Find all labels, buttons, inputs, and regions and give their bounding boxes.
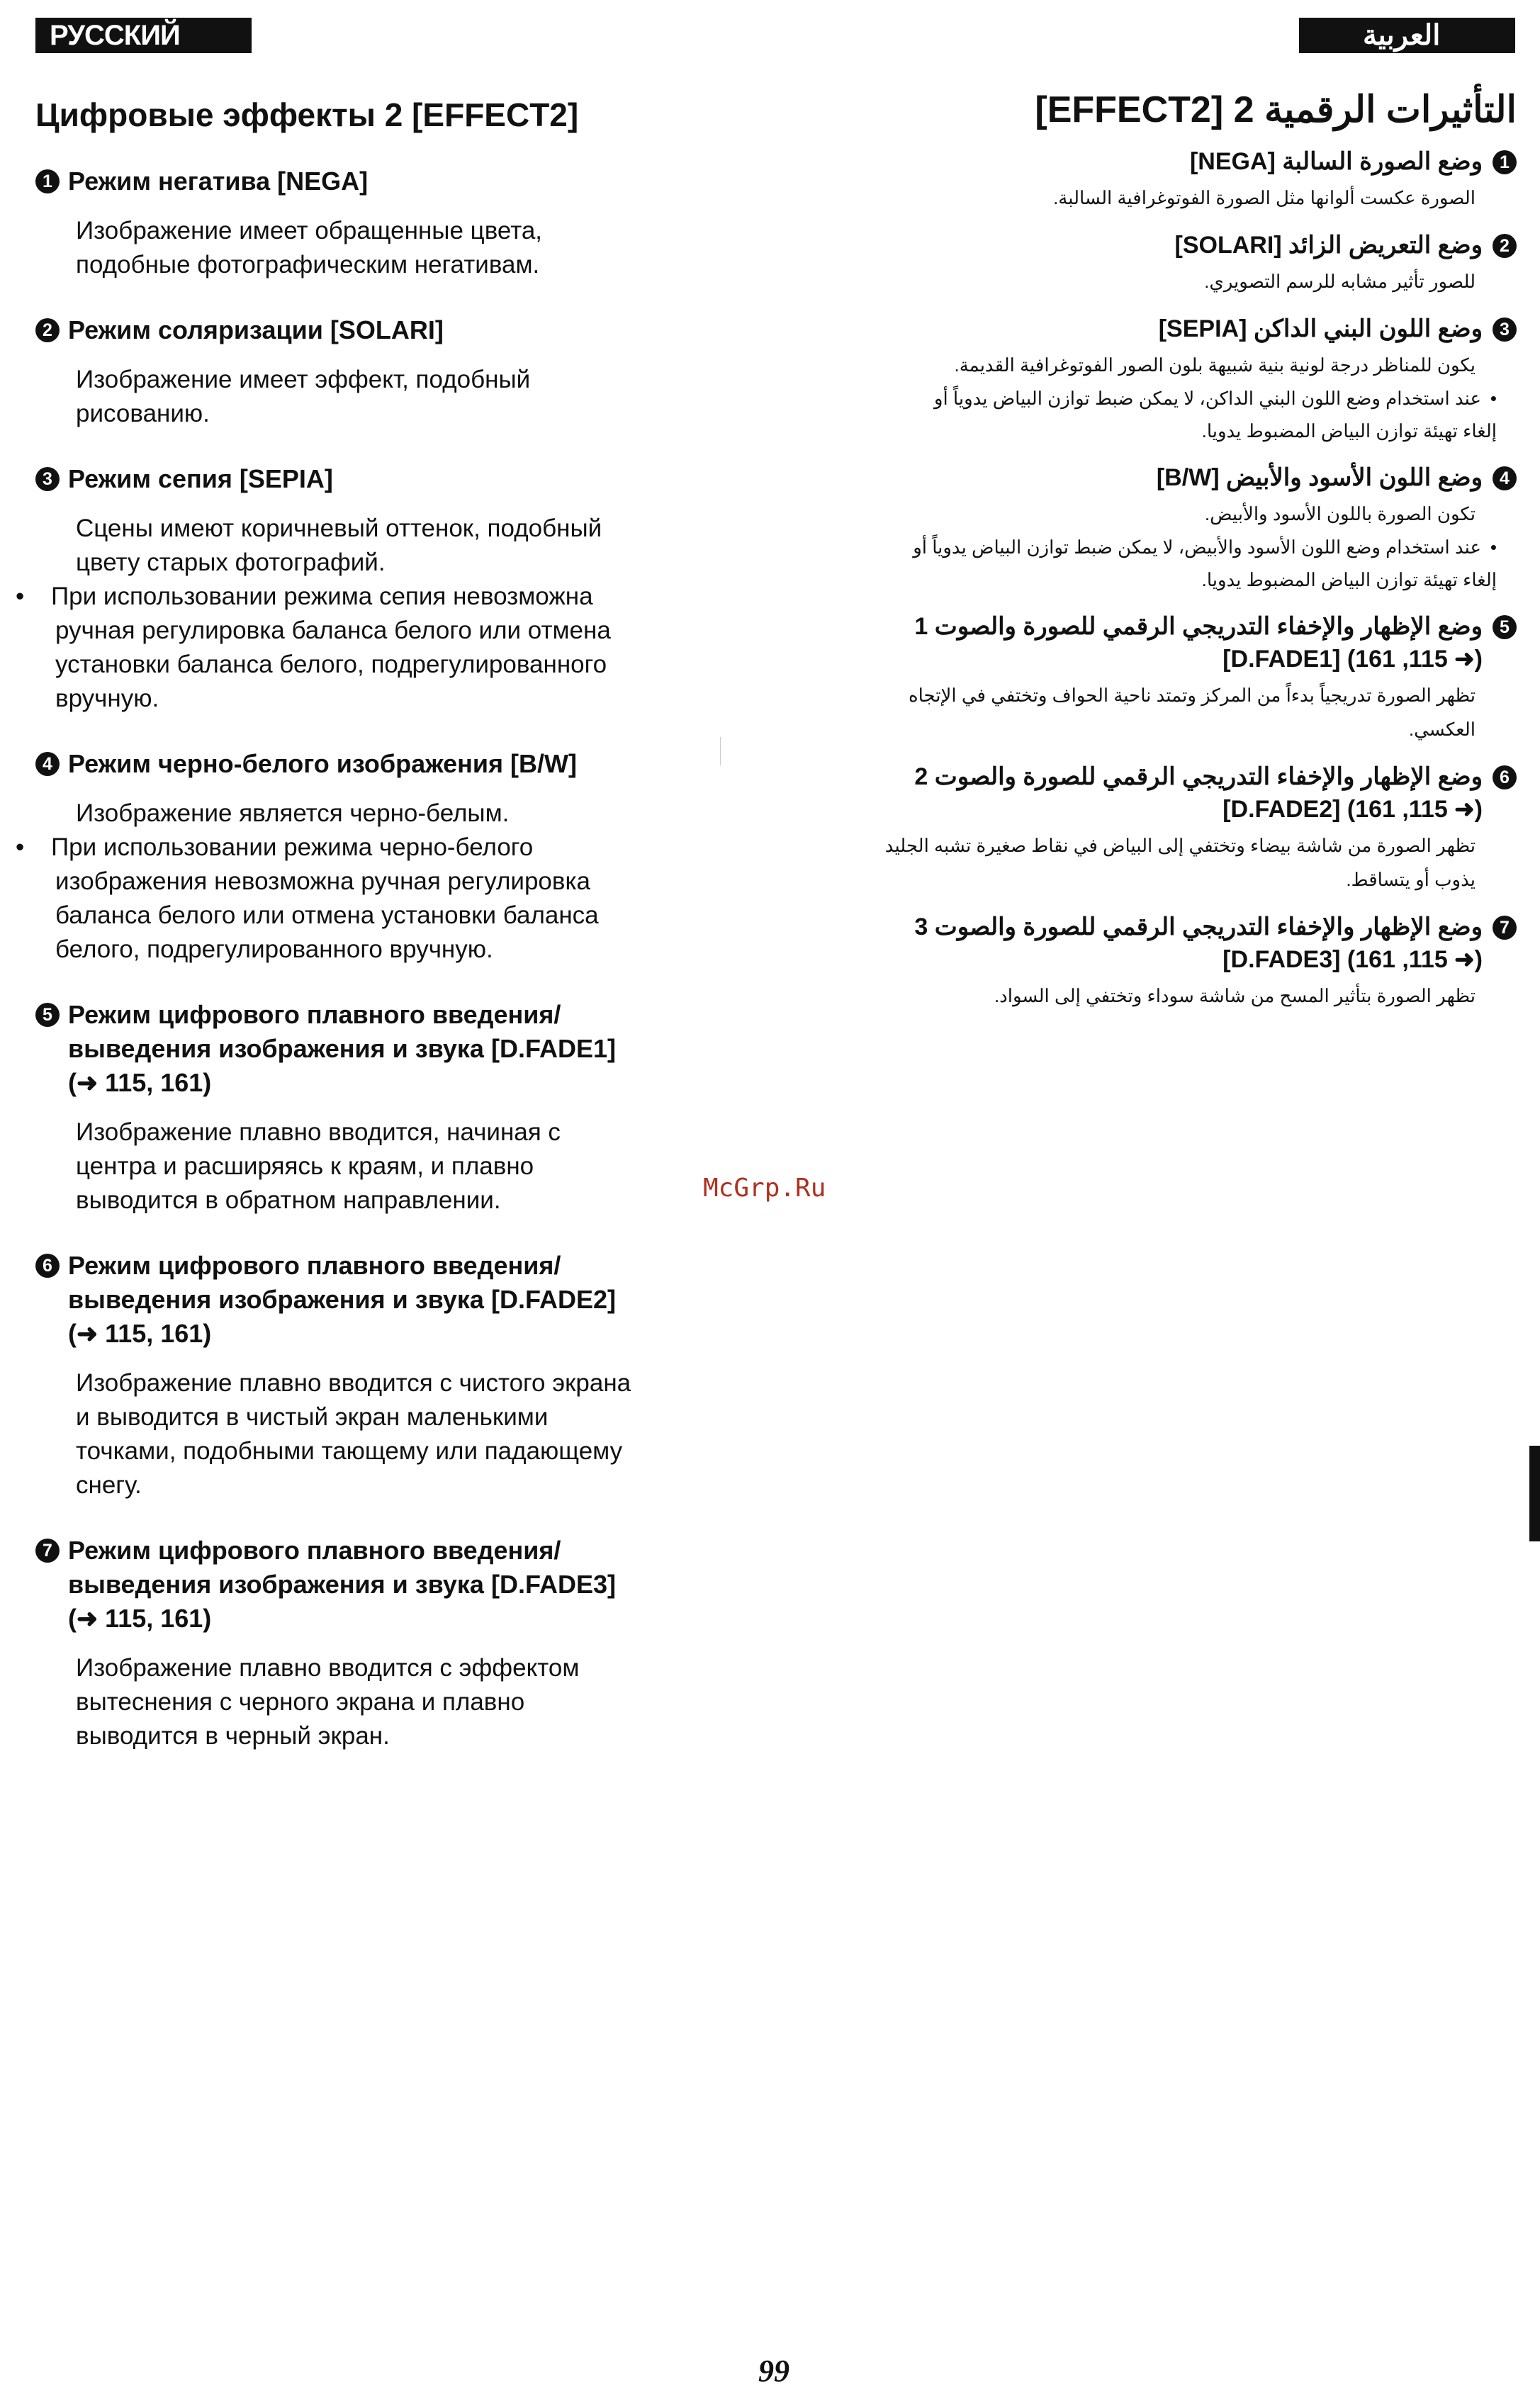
number-badge: 2 xyxy=(1493,234,1517,258)
bullet-dot-icon: • xyxy=(16,833,25,861)
arabic-column xyxy=(836,78,1517,1027)
bullet-dot-icon: • xyxy=(1490,388,1497,409)
number-badge: 5 xyxy=(1493,615,1517,639)
heading-text: Режим черно-белого изображения [B/W] xyxy=(68,749,578,778)
number-badge: 6 xyxy=(35,1254,60,1278)
section-dfade3-ar xyxy=(836,911,1517,1013)
section-heading xyxy=(836,229,1517,262)
number-badge: 6 xyxy=(1493,765,1517,789)
section-solari-ru xyxy=(35,313,716,431)
section-body: تظهر الصورة من شاشة بيضاء وتختفي إلى البياض في نقاط صغيرة تشبه الجليد يذوب أو يتساقط. xyxy=(884,835,1476,890)
heading-text: Режим негатива [NEGA] xyxy=(68,167,369,196)
section-heading xyxy=(35,747,716,781)
note-text: عند استخدام وضع اللون البني الداكن، لا يمكن ضبط توازن البياض يدوياً أو إلغاء تهيئة توازن البياض المضبوط يدويا. xyxy=(933,388,1497,442)
section-body: يكون للمناظر درجة لونية بنية شبيهة بلون الصور الفوتوغرافية القديمة. xyxy=(954,354,1476,376)
section-body: Изображение плавно вводится с чистого экрана и выводится в чистый экран маленькими точками, подобными тающему или падающему снегу. xyxy=(76,1369,631,1499)
bullet-dot-icon: • xyxy=(1490,536,1497,558)
number-badge: 5 xyxy=(35,1003,60,1027)
section-body: تظهر الصورة تدريجياً بدءاً من المركز وتمتد ناحية الحواف وتختفي في الإتجاه العكسي. xyxy=(908,685,1476,740)
page-edge-tab xyxy=(1529,1446,1540,1541)
section-heading xyxy=(35,313,716,347)
section-body: الصورة عكست ألوانها مثل الصورة الفوتوغرافية السالبة. xyxy=(1053,187,1476,208)
number-badge: 7 xyxy=(35,1539,60,1563)
section-heading xyxy=(35,462,716,496)
heading-text: وضع الإظهار والإخفاء التدريجي الرقمي للصورة والصوت 1 (➜ 115, 161) [D.FADE1] xyxy=(914,613,1483,673)
heading-text: وضع اللون البني الداكن [SEPIA] xyxy=(1158,315,1483,342)
number-badge: 3 xyxy=(35,467,60,491)
section-bw-ru xyxy=(16,747,716,967)
section-body: Изображение плавно вводится, начиная с центра и расширяясь к краям, и плавно выводится в обратном направлении. xyxy=(76,1118,561,1214)
heading-text: وضع اللون الأسود والأبيض [B/W] xyxy=(1156,464,1483,491)
section-bw-ar xyxy=(836,461,1517,596)
heading-text: Режим соляризации [SOLARI] xyxy=(68,315,444,344)
language-tab-russian: РУССКИЙ ЯЗЫК xyxy=(35,18,252,53)
russian-column xyxy=(16,78,716,1784)
watermark: McGrp.Ru xyxy=(703,1174,826,1203)
section-heading xyxy=(35,1534,716,1636)
section-heading xyxy=(836,145,1517,178)
section-heading xyxy=(836,313,1517,345)
section-body: للصور تأثير مشابه للرسم التصويري. xyxy=(1204,271,1476,292)
heading-text: وضع التعريض الزائد [SOLARI] xyxy=(1174,232,1483,259)
section-heading xyxy=(35,1249,716,1351)
note-text: عند استخدام وضع اللون الأسود والأبيض، لا يمكن ضبط توازن البياض يدوياً أو إلغاء تهيئة توازن البياض المضبوط يدويا. xyxy=(913,536,1497,590)
section-dfade3-ru xyxy=(35,1534,716,1753)
section-body: Изображение имеет эффект, подобный рисованию. xyxy=(76,366,531,427)
heading-text: Режим цифрового плавного введения/ выведения изображения и звука [D.FADE2] (➜ 115, 161) xyxy=(68,1251,616,1348)
bullet-dot-icon: • xyxy=(16,583,25,610)
section-body: تظهر الصورة بتأثير المسح من شاشة سوداء وتختفي إلى السواد. xyxy=(994,985,1476,1006)
heading-text: وضع الإظهار والإخفاء التدريجي الرقمي للصورة والصوت 2 (➜ 115, 161) [D.FADE2] xyxy=(914,763,1483,823)
section-heading xyxy=(836,760,1517,826)
number-badge: 3 xyxy=(1493,317,1517,342)
note-bullet xyxy=(836,382,1497,447)
section-body: Изображение является черно-белым. xyxy=(76,799,510,827)
number-badge: 1 xyxy=(35,169,60,193)
heading-text: Режим цифрового плавного введения/ выведения изображения и звука [D.FADE1] (➜ 115, 161) xyxy=(68,1000,616,1097)
note-bullet xyxy=(836,531,1497,596)
section-heading xyxy=(35,164,716,198)
section-heading xyxy=(836,610,1517,675)
section-heading xyxy=(35,998,716,1100)
section-sepia-ar xyxy=(836,313,1517,447)
note-bullet xyxy=(16,580,716,716)
section-nega-ar xyxy=(836,145,1517,215)
note-bullet xyxy=(16,831,716,967)
section-sepia-ru xyxy=(16,462,716,716)
section-heading xyxy=(836,461,1517,494)
section-dfade1-ru xyxy=(35,998,716,1218)
section-dfade2-ru xyxy=(35,1249,716,1502)
section-solari-ar xyxy=(836,229,1517,298)
heading-text: وضع الإظهار والإخفاء التدريجي الرقمي للصورة والصوت 3 (➜ 115, 161) [D.FADE3] xyxy=(914,914,1483,973)
section-body: Изображение плавно вводится с эффектом вытеснения с черного экрана и плавно выводится в черный экран. xyxy=(76,1654,580,1750)
section-dfade2-ar xyxy=(836,760,1517,896)
section-heading xyxy=(836,911,1517,976)
language-tab-arabic: العربية xyxy=(1299,18,1515,53)
column-divider xyxy=(720,737,721,765)
page-number: 99 xyxy=(758,2354,789,2388)
section-body: Изображение имеет обращенные цвета, подобные фотографическим негативам. xyxy=(76,217,543,279)
heading-text: Режим сепия [SEPIA] xyxy=(68,464,333,493)
heading-text: Режим цифрового плавного введения/ выведения изображения и звука [D.FADE3] (➜ 115, 161) xyxy=(68,1536,616,1633)
page-title-russian: Цифровые эффекты 2 [EFFECT2] xyxy=(35,96,579,133)
page-title-arabic: التأثيرات الرقمية 2 [EFFECT2] xyxy=(1035,89,1517,130)
section-nega-ru xyxy=(35,164,716,282)
note-text: При использовании режима черно-белого изображения невозможна ручная регулировка баланса белого или отмена установки баланса белого, подрегулированного вручную. xyxy=(51,833,599,963)
number-badge: 4 xyxy=(1493,466,1517,490)
number-badge: 7 xyxy=(1493,916,1517,940)
number-badge: 1 xyxy=(1493,150,1517,174)
heading-text: وضع الصورة السالبة [NEGA] xyxy=(1189,148,1483,175)
number-badge: 4 xyxy=(35,752,60,776)
note-text: При использовании режима сепия невозможна ручная регулировка баланса белого или отмена установки баланса белого, подрегулированного вручную. xyxy=(51,583,611,712)
section-dfade1-ar xyxy=(836,610,1517,746)
section-body: تكون الصورة باللون الأسود والأبيض. xyxy=(1204,503,1476,524)
number-badge: 2 xyxy=(35,318,60,342)
section-body: Сцены имеют коричневый оттенок, подобный цвету старых фотографий. xyxy=(76,515,602,576)
